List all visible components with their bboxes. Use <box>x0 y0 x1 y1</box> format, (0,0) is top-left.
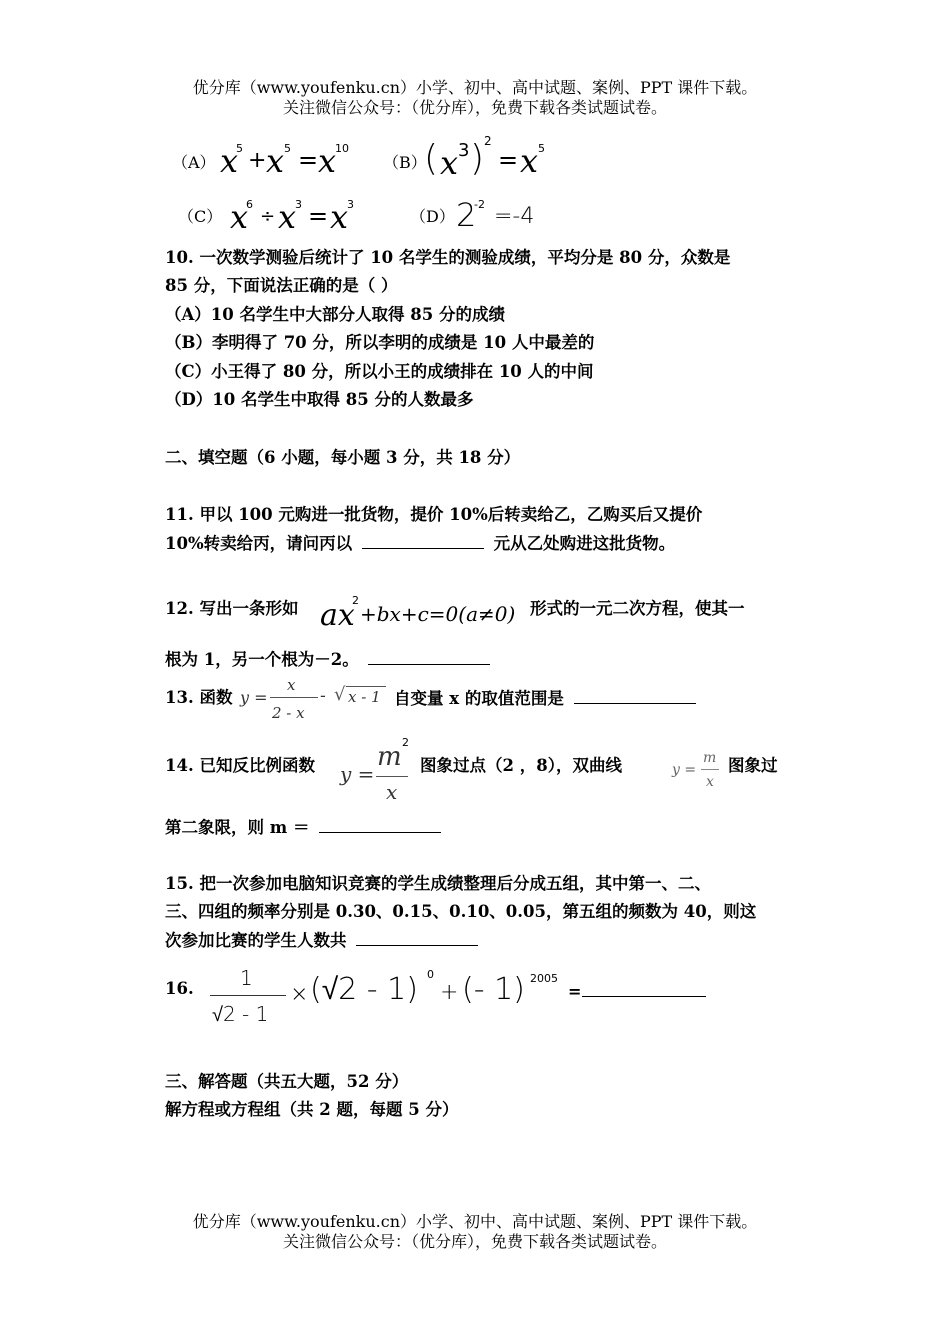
q16-label: 16. <box>165 979 194 998</box>
q14-y2: y = <box>672 762 697 778</box>
q11-line2 <box>165 532 675 555</box>
q9-c-exp1: 6 <box>246 198 253 211</box>
q9-a-eq: = <box>298 146 319 174</box>
q9-d-exp: -2 <box>474 198 485 211</box>
page-footer-line1: 优分库（www.youfenku.cn）小学、初中、高中试题、案例、PPT 课件下载。 <box>192 1212 758 1231</box>
q9-a-exp2: 5 <box>284 142 291 155</box>
section2-title: 二、填空题（6 小题，每小题 3 分，共 18 分） <box>165 448 521 467</box>
q14-y1: y = <box>340 762 375 786</box>
q14-middle: 图象过点（2 ，8），双曲线 <box>420 756 622 775</box>
q14-answer-blank[interactable] <box>319 816 441 833</box>
q11-line2-post: 元从乙处购进这批货物。 <box>493 534 676 553</box>
q14-line2 <box>165 816 441 839</box>
q13-sqrt-content: x - 1 <box>348 688 381 706</box>
q13-suffix <box>394 687 696 710</box>
q9-b-exp2: 2 <box>484 134 492 148</box>
q16-times: × <box>290 982 309 1007</box>
section3-subtitle: 解方程或方程组（共 2 题，每题 5 分） <box>165 1100 459 1119</box>
q16-answer-blank[interactable] <box>582 980 706 997</box>
q9-c-base1: x <box>230 198 249 236</box>
q9-b-exp1: 3 <box>458 140 470 161</box>
q13-num: x <box>287 676 296 694</box>
q14-fraction-bar2 <box>701 769 719 770</box>
q15-line3 <box>165 929 478 952</box>
q16-paren1: (√2 - 1) <box>310 972 418 1007</box>
q9-b-eq: = <box>498 146 519 174</box>
q13-sqrt-bar <box>346 686 386 687</box>
page-header-line2: 关注微信公众号：（优分库），免费下载各类试题试卷。 <box>282 98 667 117</box>
q9-b-exp3: 5 <box>538 142 545 155</box>
q12-suffix: 形式的一元二次方程，使其一 <box>530 599 745 618</box>
q16-fraction-bar <box>210 995 286 996</box>
q10-option-c: （C）小王得了 80 分，所以小王的成绩排在 10 人的中间 <box>165 362 594 381</box>
q14-den2: x <box>706 774 714 790</box>
q14-exp1: 2 <box>402 736 409 749</box>
page-header-line1: 优分库（www.youfenku.cn）小学、初中、高中试题、案例、PPT 课件下载。 <box>192 78 758 97</box>
q9-c-exp2: 3 <box>295 198 302 211</box>
q14-fraction-bar1 <box>376 776 408 777</box>
q9-b-base2: x <box>520 142 539 180</box>
q13-suffix-text: 自变量 x 的取值范围是 <box>394 689 564 708</box>
q13-den: 2 - x <box>272 704 305 722</box>
q13-prefix: 13. 函数 <box>165 688 233 707</box>
q14-prefix: 14. 已知反比例函数 <box>165 756 315 775</box>
q14-num1: m <box>377 742 402 772</box>
q16-eq: = <box>568 982 582 1001</box>
q14-num2: m <box>703 750 717 766</box>
q16-paren2: (- 1) <box>462 972 525 1007</box>
q16-exp2005: 2005 <box>530 972 558 985</box>
q13-answer-blank[interactable] <box>574 687 696 704</box>
q9-d-rhs: =-4 <box>494 204 535 229</box>
q10-option-d: （D）10 名学生中取得 85 分的人数最多 <box>165 390 474 409</box>
q9-option-d-label: （D） <box>410 207 455 226</box>
q9-a-op: + <box>248 148 267 173</box>
q16-exp0: 0 <box>427 968 434 981</box>
q10-line1: 10. 一次数学测验后统计了 10 名学生的测验成绩，平均分是 80 分，众数是 <box>165 248 731 267</box>
q13-fraction-bar <box>270 697 318 698</box>
q9-b-rparen: ) <box>470 138 485 179</box>
q9-c-base2: x <box>278 198 297 236</box>
q15-line2: 三、四组的频率分别是 0.30、0.15、0.10、0.05，第五组的频数为 40，则这 <box>165 902 757 921</box>
q9-option-c-label: （C） <box>178 207 223 226</box>
q12-answer-blank[interactable] <box>368 648 490 665</box>
q9-option-a-label: （A） <box>172 153 216 172</box>
q9-a-base3: x <box>318 142 337 180</box>
q16-plus: + <box>440 980 459 1005</box>
q10-option-a: （A）10 名学生中大部分人取得 85 分的成绩 <box>165 305 505 324</box>
q14-suffix: 图象过 <box>728 756 778 775</box>
q16-num: 1 <box>240 966 253 990</box>
q14-den1: x <box>386 780 398 804</box>
q15-line3-text: 次参加比赛的学生人数共 <box>165 931 347 950</box>
q11-line1: 11. 甲以 100 元购进一批货物，提价 10%后转卖给乙，乙购买后又提价 <box>165 505 703 524</box>
q9-d-base: 2 <box>456 196 477 234</box>
q14-line2-text: 第二象限，则 m ＝ <box>165 818 310 837</box>
q12-eq-rest: +bx+c=0(a≠0) <box>360 602 516 626</box>
q11-answer-blank[interactable] <box>362 532 484 549</box>
q12-line2-text: 根为 1，另一个根为－2。 <box>165 650 359 669</box>
q16-den: √2 - 1 <box>212 1002 269 1026</box>
q9-a-base2: x <box>266 142 285 180</box>
q10-line2: 85 分，下面说法正确的是（ ） <box>165 276 398 295</box>
q15-line1: 15. 把一次参加电脑知识竞赛的学生成绩整理后分成五组，其中第一、二、 <box>165 874 711 893</box>
q12-eq-exp: 2 <box>352 594 359 607</box>
q9-a-exp1: 5 <box>236 142 243 155</box>
q9-b-lparen: ( <box>424 138 439 179</box>
q9-c-eq: = <box>308 202 329 230</box>
q9-c-op: ÷ <box>260 206 276 227</box>
q9-a-exp3: 10 <box>335 142 349 155</box>
q9-b-base: x <box>440 144 459 182</box>
q15-answer-blank[interactable] <box>356 929 478 946</box>
q9-c-base3: x <box>330 198 349 236</box>
q9-a-base1: x <box>220 142 239 180</box>
q12-line2 <box>165 648 490 671</box>
q12-eq-ax: ax <box>320 598 355 633</box>
q10-option-b: （B）李明得了 70 分，所以李明的成绩是 10 人中最差的 <box>165 333 595 352</box>
q13-y-eq: y = <box>240 688 268 707</box>
section3-title: 三、解答题（共五大题，52 分） <box>165 1072 409 1091</box>
q13-minus: - <box>320 686 326 705</box>
q12-prefix: 12. 写出一条形如 <box>165 599 299 618</box>
q9-option-b-label: （B） <box>383 153 427 172</box>
q9-c-exp3: 3 <box>347 198 354 211</box>
q13-sqrt-icon: √ <box>334 684 346 705</box>
q11-line2-pre: 10%转卖给丙，请问丙以 <box>165 534 353 553</box>
page-footer-line2: 关注微信公众号：（优分库），免费下载各类试题试卷。 <box>282 1232 667 1251</box>
